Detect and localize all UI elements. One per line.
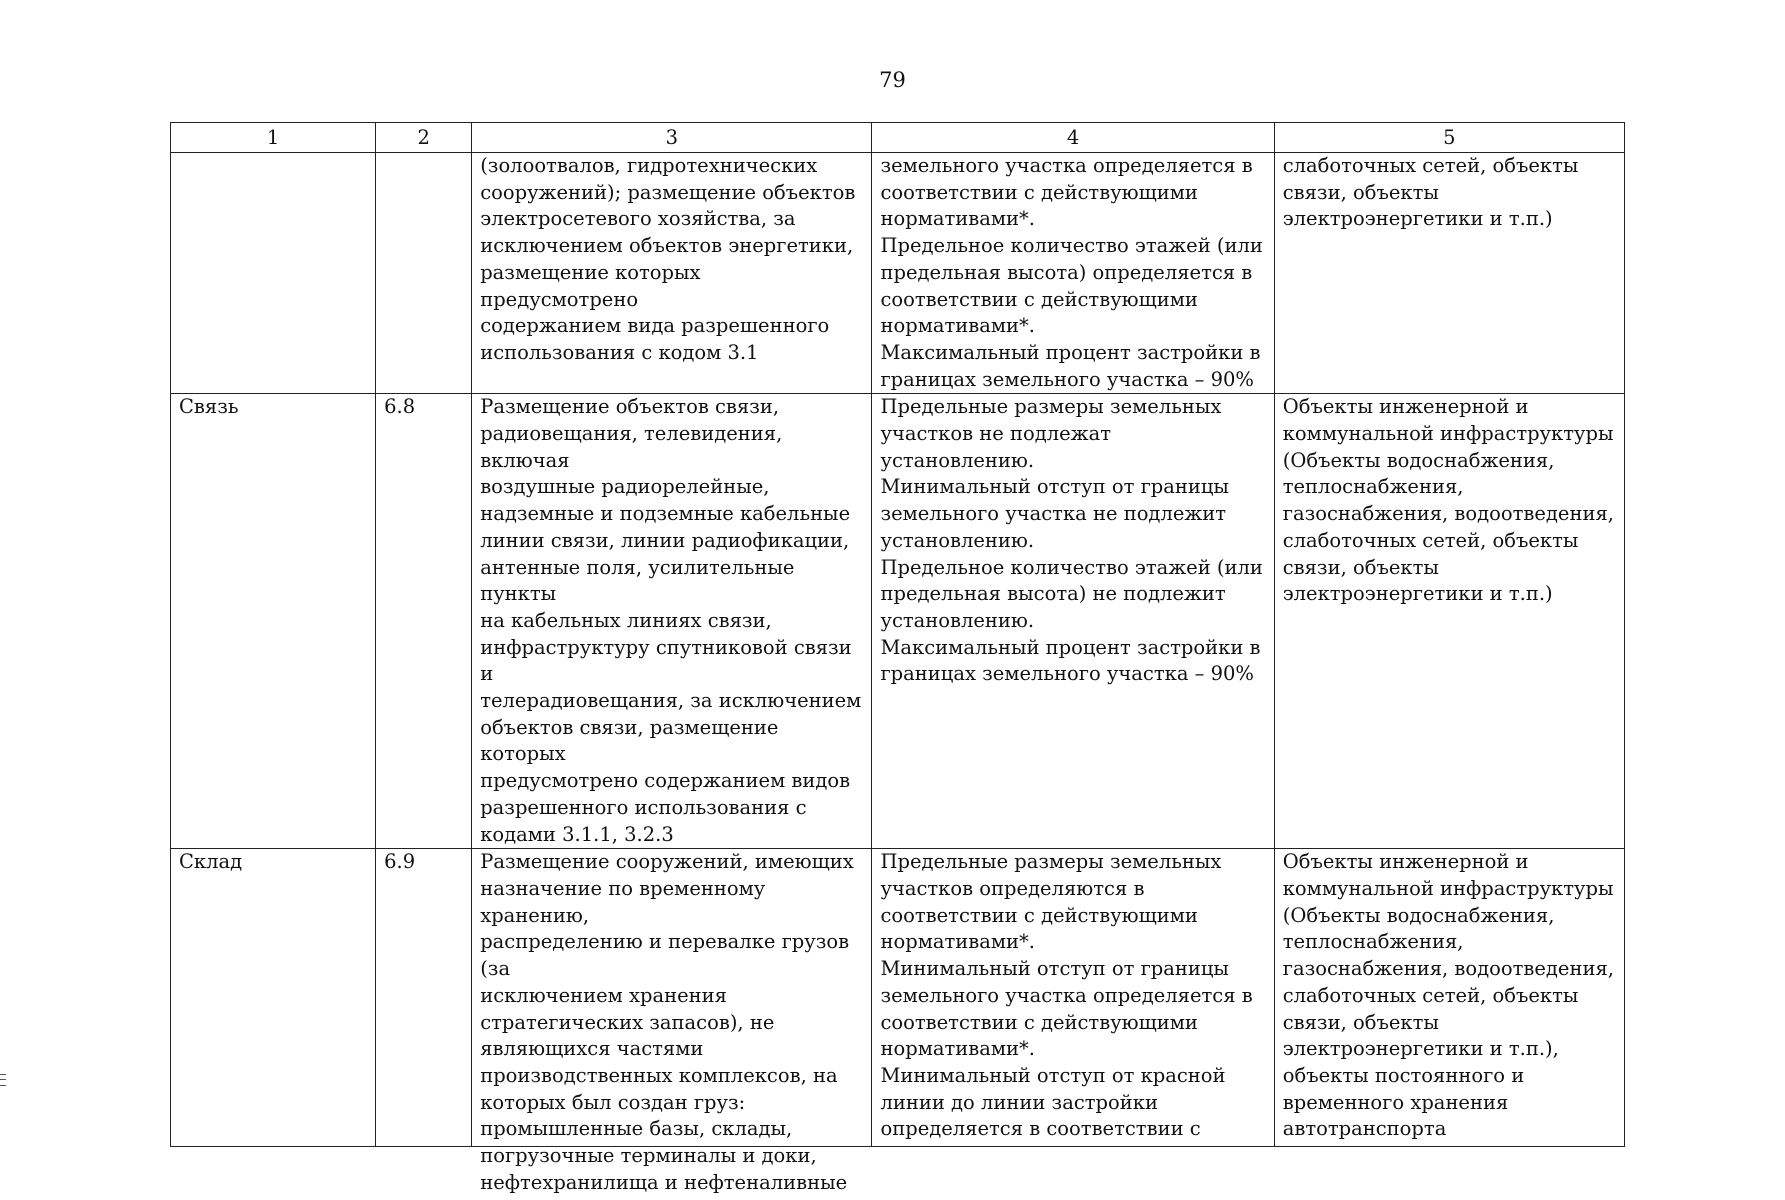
parameters-cell: земельного участка определяется в соответствии с действующими нормативами*. Предельное количество этажей (или предельная высота) определяется в соответствии с действующими нормативами*. Максимальный процент застройки в границах земельного участка – 90% [872, 153, 1274, 394]
parameters-cell: Предельные размеры земельных участков не подлежат установлению. Минимальный отступ от границы земельного участка не подлежит установлению. Предельное количество этажей (или предельная высота) не подлежит установлению. Максимальный процент застройки в границах земельного участка – 90% [872, 394, 1274, 849]
auxiliary-objects-cell: слаботочных сетей, объекты связи, объекты электроэнергетики и т.п.) [1274, 153, 1624, 394]
use-code-cell [376, 153, 472, 394]
land-use-table [170, 122, 1625, 1194]
use-name-cell: Склад [171, 849, 376, 1147]
table-row [171, 849, 1625, 1147]
description-cell: Размещение объектов связи, радиовещания, телевидения, включая воздушные радиорелейные, надземные и подземные кабельные линии связи, линии радиофикации, антенные поля, усилительные пункты на кабельных линиях связи, инфраструктуру спутниковой связи и телерадиовещания, за исключением объектов связи, размещение которых предусмотрено содержанием видов разрешенного использования с кодами 3.1.1, 3.2.3 [472, 394, 872, 849]
parameters-text: Предельные размеры земельных участков определяются в соответствии с действующими нормативами*. Минимальный отступ от границы земельного участка определяется в соответствии с действующими нормативами*. Минимальный отступ от красной линии до линии застройки определяется в соответствии с [880, 850, 1253, 1141]
use-name-cell [171, 153, 376, 394]
column-header: 4 [872, 123, 1274, 153]
auxiliary-objects-cell [1274, 849, 1624, 1147]
use-code-cell: 6.8 [376, 394, 472, 849]
column-header: 1 [171, 123, 376, 153]
column-header: 2 [376, 123, 472, 153]
parameters-cell [872, 849, 1274, 1147]
page-number: 79 [879, 68, 906, 92]
table-row [171, 394, 1625, 849]
description-cell [472, 849, 872, 1194]
column-header: 3 [472, 123, 872, 153]
auxiliary-objects-cell: Объекты инженерной и коммунальной инфраструктуры (Объекты водоснабжения, теплоснабжения, газоснабжения, водоотведения, слаботочных сетей, объекты связи, объекты электроэнергетики и т.п.) [1274, 394, 1624, 849]
auxiliary-objects-text: Объекты инженерной и коммунальной инфраструктуры (Объекты водоснабжения, теплоснабжения, газоснабжения, водоотведения, слаботочных сетей, объекты связи, объекты электроэнергетики и т.п.), объекты постоянного и временного хранения автотранспорта [1282, 850, 1614, 1141]
description-cell: (золоотвалов, гидротехнических сооружений); размещение объектов электросетевого хозяйства, за исключением объектов энергетики, размещение которых предусмотрено содержанием вида разрешенного использования с кодом 3.1 [472, 153, 872, 394]
description-text: Размещение сооружений, имеющих назначение по временному хранению, распределению и перевалке грузов (за исключением хранения стратегических запасов), не являющихся частями производственных комплексов, на которых был создан груз: промышленные базы, склады, погрузочные терминалы и доки, нефтехранилища и нефтеналивные [480, 850, 854, 1194]
table-row [171, 153, 1625, 394]
table-header-row [171, 123, 1625, 153]
scan-edge-mark [0, 1074, 6, 1086]
use-name-cell: Связь [171, 394, 376, 849]
column-header: 5 [1274, 123, 1624, 153]
use-code-cell: 6.9 [376, 849, 472, 1147]
